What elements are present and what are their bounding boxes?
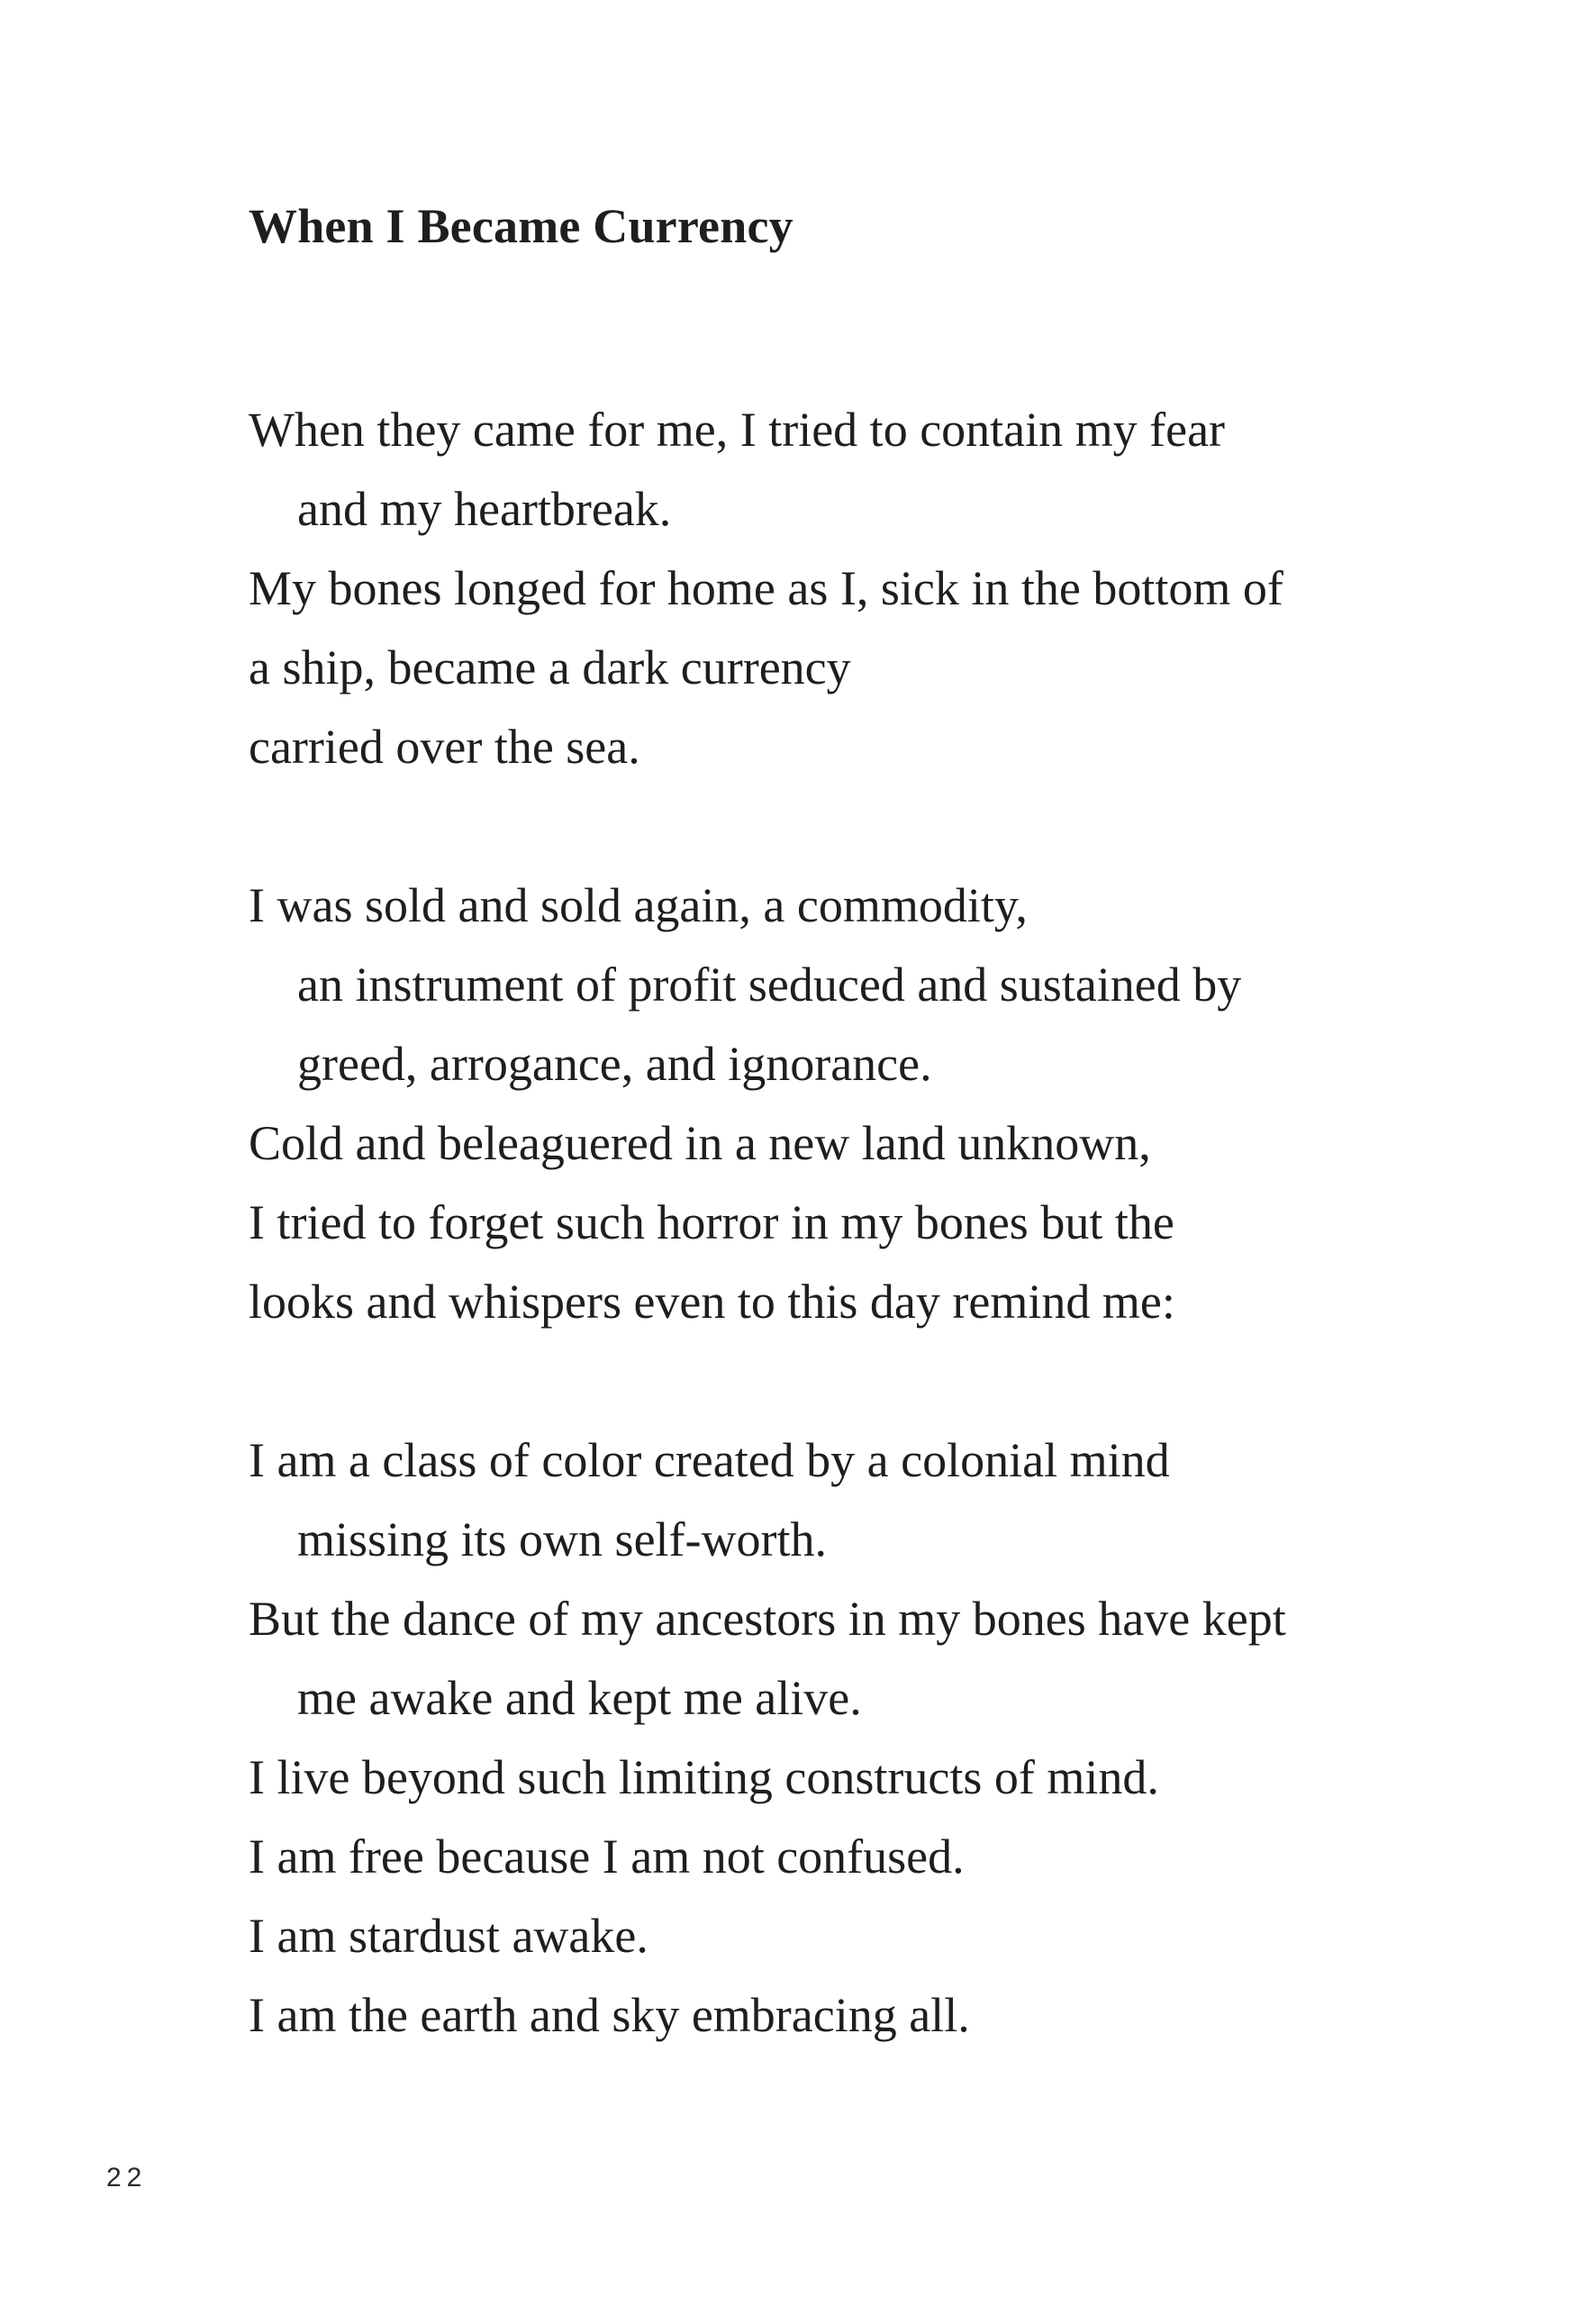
poem-line-indented: and my heartbreak.: [297, 482, 672, 536]
poem-line-indented: an instrument of profit seduced and sustained by: [297, 958, 1242, 1012]
poem-line-indented: me awake and kept me alive.: [297, 1671, 862, 1725]
stanza-2: [249, 866, 1419, 1341]
poem-line: I live beyond such limiting constructs of mind.: [249, 1750, 1159, 1804]
poem-line-indented: missing its own self-worth.: [297, 1512, 827, 1566]
poem-line: carried over the sea.: [249, 720, 640, 774]
stanza-1: [249, 390, 1419, 786]
poem-line: I tried to forget such horror in my bones but the: [249, 1195, 1174, 1249]
poem-body: [249, 390, 1419, 2134]
poem-line: a ship, became a dark currency: [249, 640, 851, 695]
page-number: 22: [106, 2163, 148, 2193]
poem-line: I am free because I am not confused.: [249, 1829, 965, 1884]
poem-line: But the dance of my ancestors in my bones have kept: [249, 1592, 1286, 1646]
stanza-3: [249, 1421, 1419, 2055]
poem-line: I was sold and sold again, a commodity,: [249, 878, 1028, 932]
poem-line: My bones longed for home as I, sick in the bottom of: [249, 561, 1283, 615]
poem-line: I am the earth and sky embracing all.: [249, 1988, 970, 2042]
poem-line: I am stardust awake.: [249, 1909, 648, 1963]
poem-line: Cold and beleaguered in a new land unknown,: [249, 1116, 1151, 1170]
poem-line: looks and whispers even to this day remind me:: [249, 1275, 1175, 1329]
poem-title: When I Became Currency: [249, 199, 793, 253]
poem-line: When they came for me, I tried to contain my fear: [249, 403, 1226, 457]
poem-line-indented: greed, arrogance, and ignorance.: [297, 1037, 932, 1091]
poem-line: I am a class of color created by a colonial mind: [249, 1433, 1170, 1487]
